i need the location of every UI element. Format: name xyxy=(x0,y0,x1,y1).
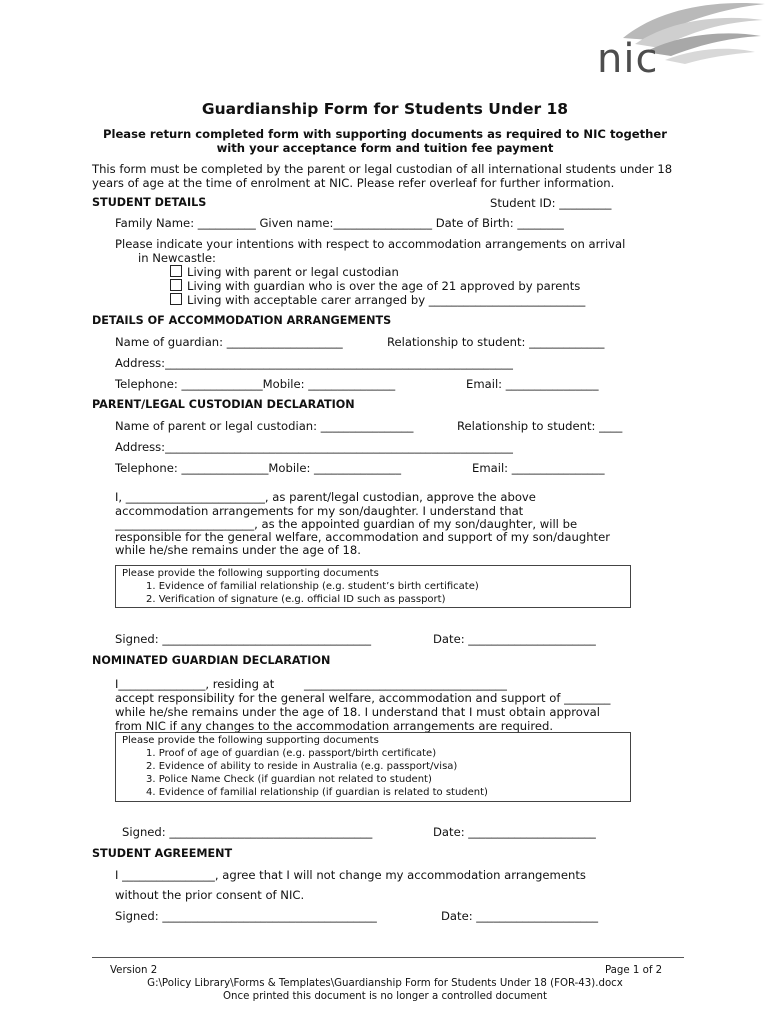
guardian-decl-line-2: accept responsibility for the general welfare, accommodation and support of ________ xyxy=(115,691,611,705)
student-signed-field[interactable]: Signed: _____________________________________ xyxy=(115,909,377,923)
parent-declaration-line-5: while he/she remains under the age of 18. xyxy=(115,543,361,557)
guardian-relationship-field[interactable]: Relationship to student: _____________ xyxy=(387,335,605,349)
parent-date-field[interactable]: Date: ______________________ xyxy=(433,632,596,646)
guardian-address-field[interactable]: Address:____________________________________________________________ xyxy=(115,356,513,370)
guardian-docs-intro: Please provide the following supporting documents xyxy=(122,735,379,746)
option-parent-checkbox[interactable] xyxy=(170,265,182,277)
guardian-doc-item: 2. Evidence of ability to reside in Australia (e.g. passport/visa) xyxy=(146,761,458,772)
intro-line-2: years of age at the time of enrolment at NIC. Please refer overleaf for further information. xyxy=(92,176,615,190)
student-agreement-line-1[interactable]: I ________________, agree that I will not change my accommodation arrangements xyxy=(115,868,586,882)
footer-version: Version 2 xyxy=(110,965,158,976)
student-name-dob-row[interactable]: Family Name: __________ Given name:_________________ Date of Birth: ________ xyxy=(115,216,564,230)
student-id-field[interactable]: Student ID: _________ xyxy=(490,196,612,210)
option-parent[interactable] xyxy=(170,265,399,279)
guardian-email-field[interactable]: Email: ________________ xyxy=(466,377,599,391)
guardian-decl-line-3: while he/she remains under the age of 18. I understand that I must obtain approval xyxy=(115,705,601,719)
parent-heading: PARENT/LEGAL CUSTODIAN DECLARATION xyxy=(92,398,355,411)
guardian-doc-item: 4. Evidence of familial relationship (if guardian is related to student) xyxy=(146,787,488,798)
student-agreement-heading: STUDENT AGREEMENT xyxy=(92,847,233,860)
parent-doc-item: 1. Evidence of familial relationship (e.g. student’s birth certificate) xyxy=(146,581,479,592)
custodian-name-field[interactable]: Name of parent or legal custodian: ________________ xyxy=(115,419,414,433)
guardian-telephone-field[interactable]: Telephone: ______________Mobile: _______________ xyxy=(115,377,396,391)
option-guardian-label: Living with guardian who is over the age of 21 approved by parents xyxy=(187,279,581,293)
parent-declaration-line-2: accommodation arrangements for my son/daughter. I understand that xyxy=(115,504,524,518)
subtitle-line-1: Please return completed form with supporting documents as required to NIC together xyxy=(102,127,668,141)
parent-signed-field[interactable]: Signed: ____________________________________ xyxy=(115,632,372,646)
footer-divider xyxy=(92,957,684,958)
intro-line-1: This form must be completed by the parent or legal custodian of all international students under 18 xyxy=(92,162,673,176)
parent-declaration-line-1: I, ________________________, as parent/legal custodian, approve the above xyxy=(115,490,536,504)
custodian-email-field[interactable]: Email: ________________ xyxy=(472,461,605,475)
footer-page: Page 1 of 2 xyxy=(605,965,663,976)
option-guardian[interactable] xyxy=(170,279,580,293)
intent-line-1: Please indicate your intentions with respect to accommodation arrangements on arrival xyxy=(115,237,626,251)
parent-docs-intro: Please provide the following supporting documents xyxy=(122,568,379,579)
option-carer-label: Living with acceptable carer arranged by ___________________________ xyxy=(187,293,586,307)
custodian-telephone-field[interactable]: Telephone: _______________Mobile: _______________ xyxy=(115,461,401,475)
guardian-residence-field[interactable]: ___________________________________ xyxy=(304,677,507,691)
nic-logo: nic xyxy=(597,36,659,82)
student-details-heading: STUDENT DETAILS xyxy=(92,196,207,209)
guardian-doc-item: 3. Police Name Check (if guardian not related to student) xyxy=(146,774,432,785)
parent-doc-item: 2. Verification of signature (e.g. official ID such as passport) xyxy=(146,594,446,605)
guardian-heading: NOMINATED GUARDIAN DECLARATION xyxy=(92,654,331,667)
accommodation-heading: DETAILS OF ACCOMMODATION ARRANGEMENTS xyxy=(92,314,392,327)
custodian-relationship-field[interactable]: Relationship to student: ____ xyxy=(457,419,623,433)
subtitle-line-2: with your acceptance form and tuition fee payment xyxy=(216,141,554,155)
student-date-field[interactable]: Date: _____________________ xyxy=(441,909,599,923)
option-carer-checkbox[interactable] xyxy=(170,293,182,305)
option-parent-label: Living with parent or legal custodian xyxy=(187,265,399,279)
parent-declaration-line-4: responsible for the general welfare, accommodation and support of my son/daughter xyxy=(115,530,611,544)
guardian-decl-line-4: from NIC if any changes to the accommodation arrangements are required. xyxy=(115,719,554,733)
guardian-name-field[interactable]: Name of guardian: ____________________ xyxy=(115,335,343,349)
option-carer[interactable] xyxy=(170,293,585,307)
option-guardian-checkbox[interactable] xyxy=(170,279,182,291)
page-title: Guardianship Form for Students Under 18 xyxy=(201,100,569,118)
footer-path: G:\Policy Library\Forms & Templates\Guardianship Form for Students Under 18 (FOR-43).docx xyxy=(147,978,623,989)
guardian-date-field[interactable]: Date: ______________________ xyxy=(433,825,596,839)
parent-declaration-line-3: ________________________, as the appointed guardian of my son/daughter, will be xyxy=(115,517,578,531)
guardian-signed-field[interactable]: Signed: ___________________________________ xyxy=(122,825,373,839)
guardian-decl-line-1[interactable]: I_______________, residing at xyxy=(115,677,275,691)
footer-note: Once printed this document is no longer a controlled document xyxy=(223,991,547,1002)
student-agreement-line-2: without the prior consent of NIC. xyxy=(115,888,305,902)
guardian-doc-item: 1. Proof of age of guardian (e.g. passport/birth certificate) xyxy=(146,748,437,759)
custodian-address-field[interactable]: Address:____________________________________________________________ xyxy=(115,440,513,454)
intent-line-2: in Newcastle: xyxy=(138,251,216,265)
